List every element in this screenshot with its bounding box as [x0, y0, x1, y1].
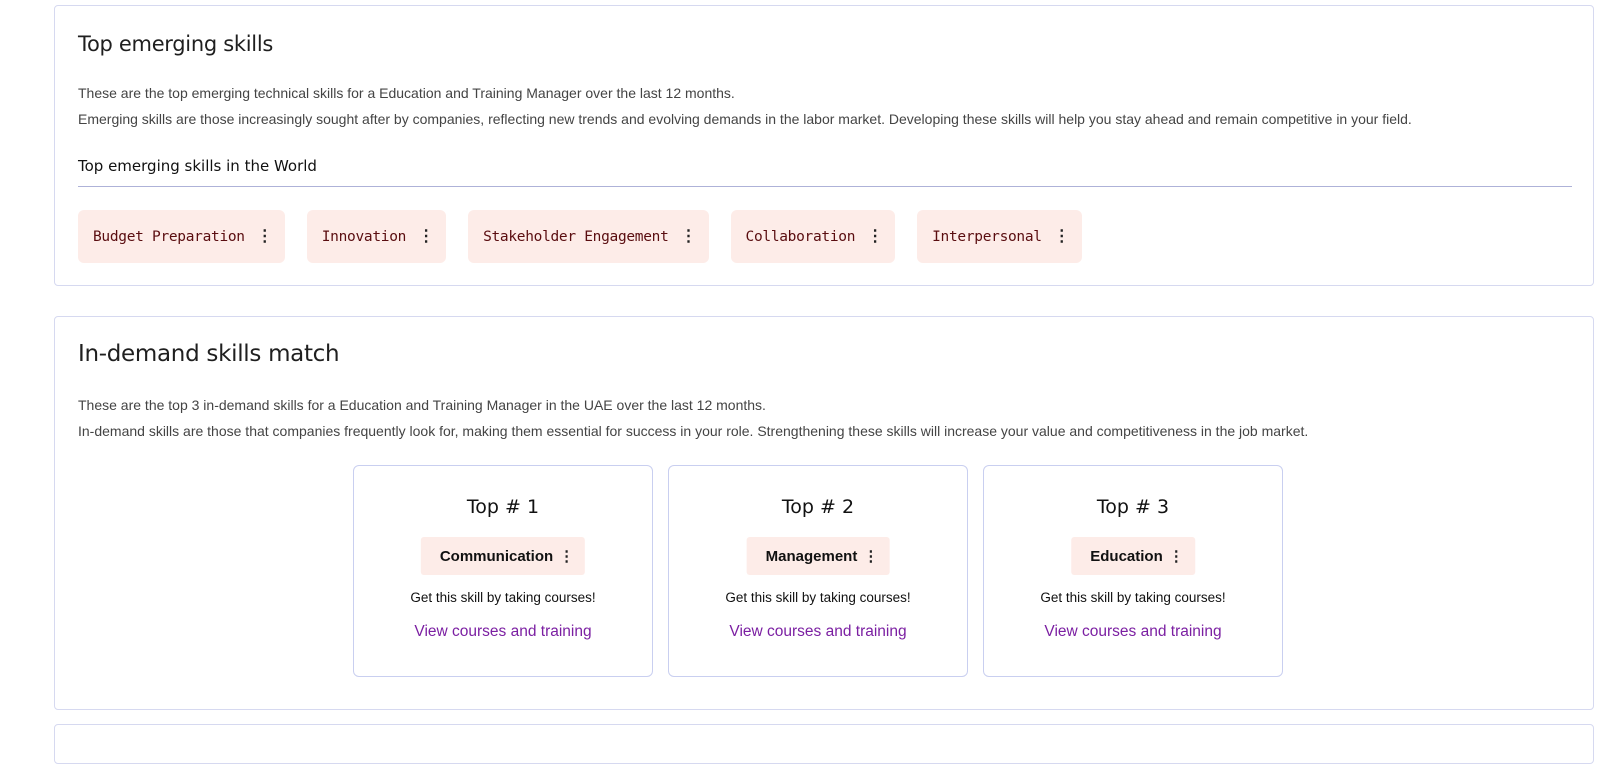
emerging-skills-world-heading: Top emerging skills in the World — [78, 157, 317, 175]
skill-chip-label: Innovation — [321, 228, 407, 245]
kebab-menu-icon[interactable]: ⋮ — [680, 227, 697, 245]
view-courses-link[interactable]: View courses and training — [414, 623, 592, 640]
skill-chip-communication[interactable] — [421, 537, 585, 575]
skill-chip-stakeholder-engagement[interactable] — [468, 210, 708, 263]
top-skill-card-2 — [668, 465, 968, 677]
view-courses-link[interactable]: View courses and training — [1044, 623, 1222, 640]
top-skill-card-1 — [353, 465, 653, 677]
skill-chip-label: Interpersonal — [932, 228, 1042, 245]
skill-chip-label: Collaboration — [745, 228, 856, 245]
skill-chip-innovation[interactable] — [307, 210, 446, 263]
get-skill-text: Get this skill by taking courses! — [725, 590, 911, 605]
in-demand-skills-description — [78, 392, 1308, 444]
emerging-skills-description — [78, 80, 1412, 132]
kebab-menu-icon[interactable]: ⋮ — [418, 227, 435, 245]
get-skill-text: Get this skill by taking courses! — [410, 590, 596, 605]
emerging-skills-list — [78, 210, 1082, 263]
top-skills-list — [353, 465, 1283, 677]
skill-chip-label: Management — [765, 547, 858, 565]
in-demand-desc-line-2: In-demand skills are those that companies frequently look for, making them essential for success in your role. Strengthening these skills will increase your value and competitiveness in the job market. — [78, 423, 1309, 439]
kebab-menu-icon[interactable]: ⋮ — [863, 547, 879, 565]
divider — [78, 186, 1572, 187]
in-demand-desc-line-1: These are the top 3 in-demand skills for a Education and Training Manager in the UAE over the last 12 months. — [78, 397, 766, 413]
top-emerging-skills-card — [54, 5, 1594, 286]
kebab-menu-icon[interactable]: ⋮ — [867, 227, 884, 245]
skill-chip-budget-preparation[interactable] — [78, 210, 285, 263]
in-demand-skills-card — [54, 316, 1594, 710]
emerging-desc-line-1: These are the top emerging technical skills for a Education and Training Manager over the last 12 months. — [78, 85, 735, 101]
top-skill-card-3 — [983, 465, 1283, 677]
emerging-skills-title: Top emerging skills — [78, 32, 273, 56]
kebab-menu-icon[interactable]: ⋮ — [1053, 227, 1070, 245]
get-skill-text: Get this skill by taking courses! — [1040, 590, 1226, 605]
skill-chip-education[interactable] — [1071, 537, 1195, 575]
top-skill-rank: Top # 2 — [781, 496, 855, 518]
top-skill-rank: Top # 1 — [466, 496, 540, 518]
skill-chip-label: Education — [1090, 547, 1163, 565]
next-section-card — [54, 724, 1594, 764]
view-courses-link[interactable]: View courses and training — [729, 623, 907, 640]
top-skill-rank: Top # 3 — [1096, 496, 1170, 518]
skill-chip-management[interactable] — [747, 537, 890, 575]
skill-chip-label: Communication — [439, 547, 554, 565]
skill-chip-label: Budget Preparation — [93, 228, 245, 245]
in-demand-skills-title: In-demand skills match — [78, 341, 340, 367]
skill-chip-collaboration[interactable] — [731, 210, 896, 263]
kebab-menu-icon[interactable]: ⋮ — [559, 547, 575, 565]
emerging-desc-line-2: Emerging skills are those increasingly sought after by companies, reflecting new trends and evolving demands in the labor market. Developing these skills will help you stay ahead and remain competitive in your field. — [78, 111, 1412, 127]
kebab-menu-icon[interactable]: ⋮ — [256, 227, 273, 245]
kebab-menu-icon[interactable]: ⋮ — [1168, 547, 1184, 565]
skill-chip-label: Stakeholder Engagement — [483, 228, 669, 245]
skill-chip-interpersonal[interactable] — [917, 210, 1082, 263]
